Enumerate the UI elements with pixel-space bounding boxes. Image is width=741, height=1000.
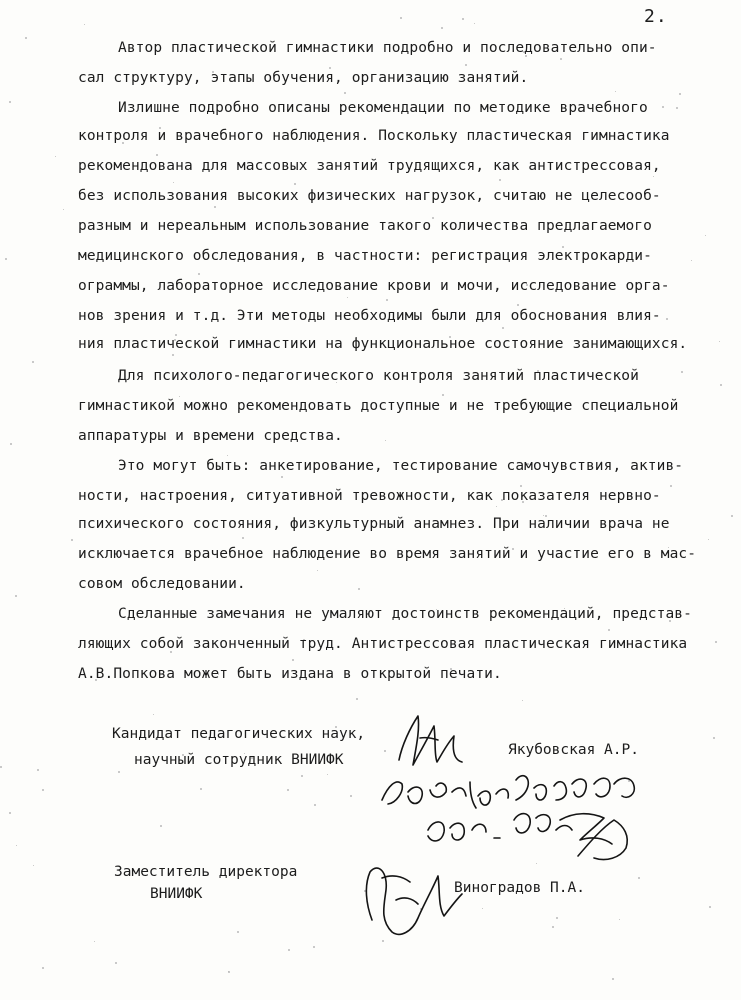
- scan-speck: [619, 919, 620, 920]
- body-line: ности, настроения, ситуативной тревожности, как показателя нервно-: [78, 488, 661, 504]
- first-signer-title-line1: Кандидат педагогических наук,: [112, 726, 366, 742]
- scan-speck: [153, 714, 154, 715]
- scan-speck: [356, 698, 358, 700]
- scan-speck: [37, 769, 39, 771]
- scan-speck: [638, 877, 640, 879]
- scan-speck: [556, 917, 558, 919]
- scan-speck: [313, 946, 315, 948]
- scan-speck: [628, 780, 630, 782]
- scan-speck: [720, 384, 722, 386]
- scan-speck: [214, 206, 216, 208]
- scan-speck: [344, 92, 346, 94]
- body-line: Сделанные замечания не умаляют достоинств рекомендаций, представ-: [118, 606, 692, 622]
- verification-note-line2: [428, 814, 572, 841]
- scan-speck: [691, 260, 692, 261]
- scan-speck: [662, 106, 664, 108]
- scan-speck: [15, 595, 17, 597]
- body-line: совом обследовании.: [78, 576, 246, 592]
- scan-speck: [55, 156, 56, 157]
- verification-note-line1: [382, 776, 634, 808]
- scan-speck: [25, 37, 27, 39]
- body-line: медицинского обследования, в частности: регистрация электрокарди-: [78, 248, 652, 264]
- scan-speck: [327, 774, 328, 775]
- scan-speck: [465, 64, 467, 66]
- scan-speck: [172, 354, 174, 356]
- scan-speck: [384, 750, 386, 752]
- second-signer-title-line2: ВНИИФК: [150, 886, 203, 902]
- scan-speck: [242, 537, 244, 539]
- scan-speck: [115, 962, 117, 964]
- scan-speck: [228, 971, 230, 973]
- scan-speck: [198, 273, 200, 275]
- body-line: ляющих собой законченный труд. Антистрессовая пластическая гимнастика: [78, 636, 688, 652]
- scan-speck: [237, 931, 239, 933]
- scan-speck: [679, 93, 681, 95]
- scan-speck: [441, 27, 443, 29]
- scan-speck: [502, 327, 504, 329]
- scan-speck: [386, 299, 388, 301]
- scan-speck: [709, 906, 711, 908]
- scan-speck: [42, 967, 44, 969]
- page-number: 2.: [644, 6, 668, 27]
- scan-speck: [314, 804, 316, 806]
- scan-speck: [32, 361, 34, 363]
- scan-speck: [560, 58, 562, 60]
- body-line: рекомендована для массовых занятий трудящихся, как антистрессовая,: [78, 158, 661, 174]
- second-signer-name: Виноградов П.А.: [454, 880, 585, 896]
- body-line: аппаратуры и времени средства.: [78, 428, 343, 444]
- body-line: контроля и врачебного наблюдения. Поскольку пластическая гимнастика: [78, 128, 670, 144]
- scan-speck: [653, 176, 654, 177]
- scan-speck: [462, 18, 464, 20]
- scan-speck: [200, 788, 202, 790]
- body-line: гимнастикой можно рекомендовать доступные и не требующие специальной: [78, 398, 679, 414]
- scan-speck: [608, 629, 610, 631]
- scan-speck: [496, 506, 497, 507]
- scan-speck: [173, 182, 174, 183]
- body-line: психического состояния, физкультурный анамнез. При наличии врача не: [78, 516, 670, 532]
- first-signer-title-line2: научный сотрудник ВНИИФК: [134, 752, 344, 768]
- scan-speck: [71, 539, 73, 541]
- body-line: нов зрения и т.д. Эти методы необходимы были для обоснования влия-: [78, 308, 661, 324]
- scan-speck: [666, 318, 668, 320]
- first-signature-mark: [399, 716, 462, 765]
- body-line: Автор пластической гимнастики подробно и последовательно опи-: [118, 40, 657, 56]
- scan-speck: [16, 845, 17, 846]
- scan-speck: [84, 24, 85, 25]
- scan-speck: [292, 659, 294, 661]
- scan-speck: [0, 766, 2, 768]
- scan-speck: [420, 908, 422, 910]
- body-line: сал структуру, этапы обучения, организацию занятий.: [78, 70, 529, 86]
- scan-speck: [94, 941, 95, 942]
- scan-speck: [160, 825, 162, 827]
- body-line: разным и нереальным использование такого количества предлагаемого: [78, 218, 652, 234]
- body-line: исключается врачебное наблюдение во время занятий и участие его в мас-: [78, 546, 697, 562]
- body-line: ния пластической гимнастики на функциональное состояние занимающихся.: [78, 336, 688, 352]
- scan-speck: [681, 371, 683, 373]
- scan-speck: [731, 515, 733, 517]
- scan-speck: [522, 700, 523, 701]
- scan-speck: [708, 539, 709, 540]
- scan-speck: [364, 890, 366, 892]
- scan-speck: [294, 183, 296, 185]
- scan-speck: [118, 771, 120, 773]
- scan-speck: [288, 949, 290, 951]
- scan-speck: [281, 476, 283, 478]
- scan-speck: [552, 926, 554, 928]
- second-signer-title-line1: Заместитель директора: [114, 864, 298, 880]
- scan-speck: [350, 795, 352, 797]
- scan-speck: [287, 789, 289, 791]
- first-signer-name: Якубовская А.Р.: [508, 742, 639, 758]
- scan-speck: [615, 91, 616, 92]
- scan-speck: [317, 570, 318, 571]
- scan-speck: [42, 789, 44, 791]
- scan-speck: [715, 641, 717, 643]
- scan-speck: [33, 865, 34, 866]
- scan-speck: [536, 863, 537, 864]
- body-line: Это могут быть: анкетирование, тестирование самочувствия, актив-: [118, 458, 684, 474]
- scan-speck: [670, 485, 672, 487]
- scan-speck: [713, 737, 715, 739]
- scan-speck: [400, 17, 402, 19]
- scan-speck: [358, 588, 360, 590]
- scan-speck: [9, 101, 11, 103]
- scan-speck: [719, 341, 720, 342]
- body-line: Для психолого-педагогического контроля занятий пластической: [118, 368, 639, 384]
- scan-speck: [63, 209, 64, 210]
- second-signature-mark: [366, 868, 462, 934]
- body-line: ограммы, лабораторное исследование крови и мочи, исследование орга-: [78, 278, 670, 294]
- scan-speck: [499, 179, 501, 181]
- body-line: без использования высоких физических нагрузок, считаю не целесооб-: [78, 188, 661, 204]
- scan-speck: [676, 107, 678, 109]
- scan-speck: [705, 235, 706, 236]
- body-line: Излишне подробно описаны рекомендации по методике врачебного: [118, 100, 648, 116]
- scan-speck: [301, 775, 303, 777]
- scan-speck: [382, 940, 384, 942]
- scan-speck: [385, 440, 386, 441]
- scan-speck: [347, 297, 348, 298]
- scan-speck: [482, 908, 483, 909]
- scan-speck: [474, 23, 475, 24]
- scan-speck: [10, 443, 12, 445]
- scan-speck: [5, 258, 7, 260]
- scan-speck: [9, 812, 11, 814]
- scan-speck: [612, 978, 614, 980]
- body-line: А.В.Попкова может быть издана в открытой печати.: [78, 666, 502, 682]
